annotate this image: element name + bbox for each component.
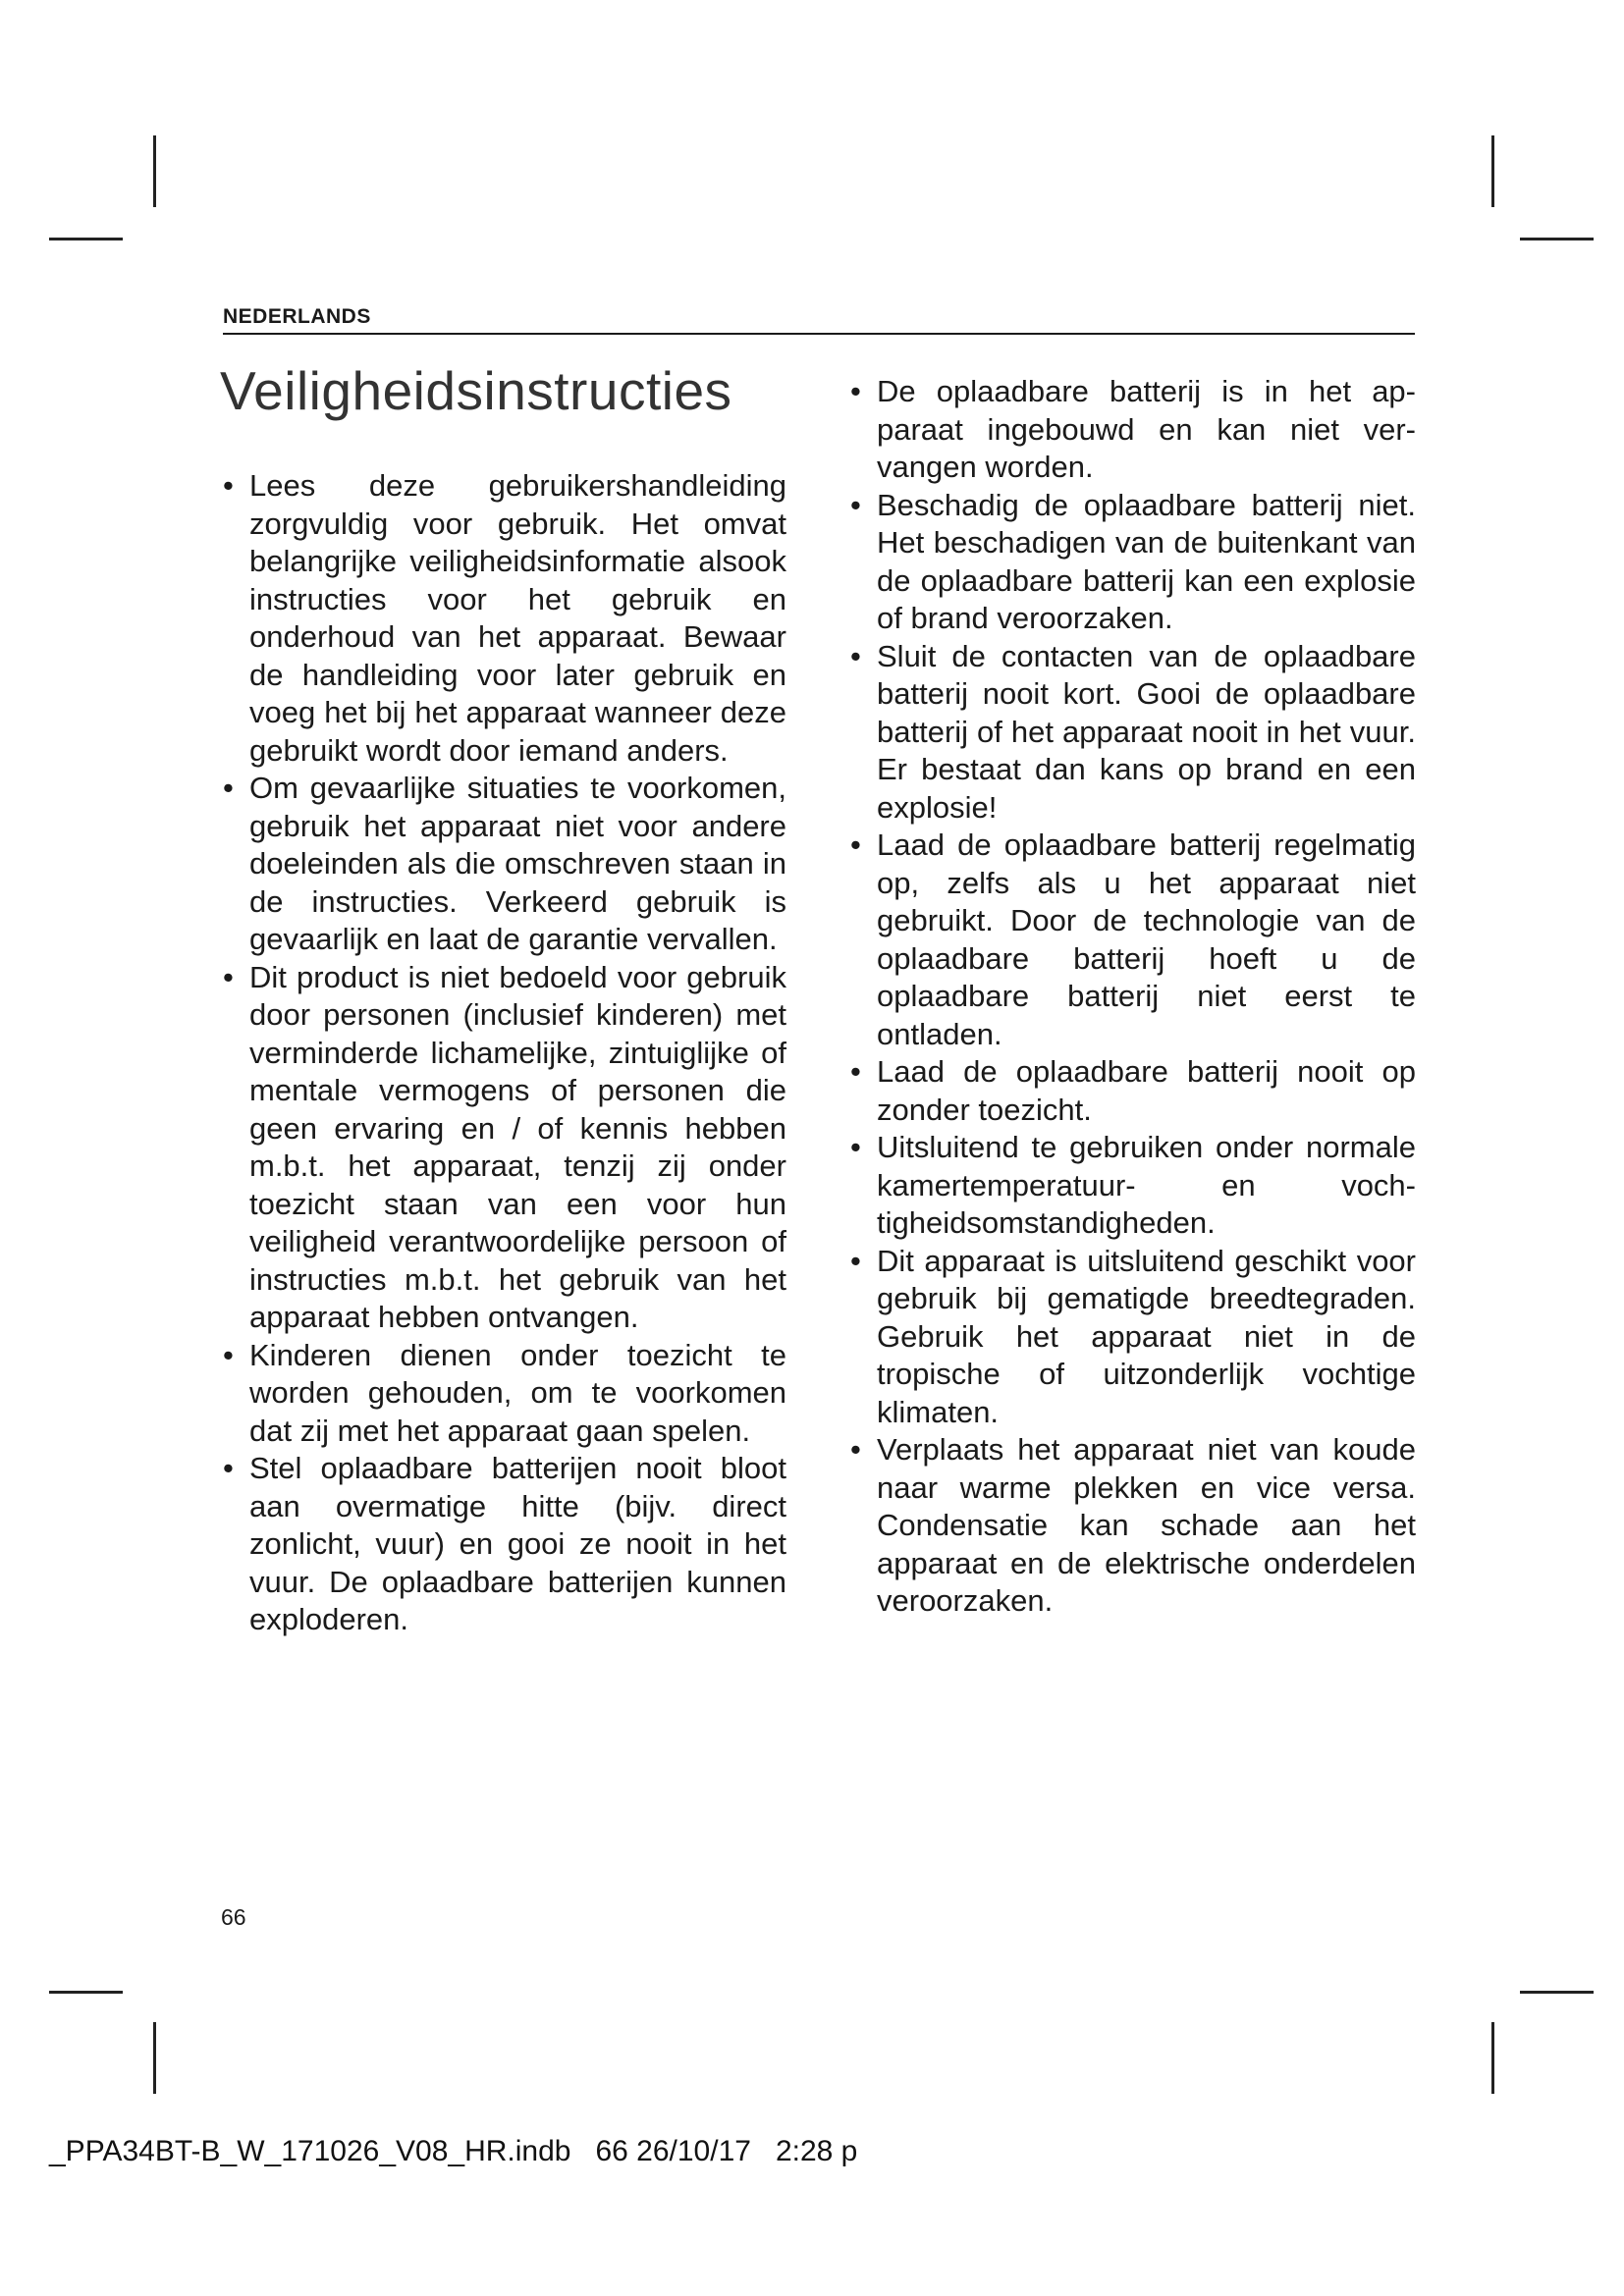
list-item <box>223 1337 786 1451</box>
list-item-text: Om gevaarlijke situaties te voorkomen, gebruik het apparaat niet voor andere doeleinden als die omschreven staan in de instructies. Verkeerd gebruik is gevaarlijk en laat de garantie vervallen. <box>249 771 786 956</box>
list-item-text: Sluit de contacten van de oplaadbare batterij nooit kort. Gooi de oplaadbare batterij of het apparaat nooit in het vuur. Er bestaat dan kans op brand en een explosie! <box>877 638 1416 825</box>
bullet-icon: • <box>850 1243 861 1278</box>
language-label: NEDERLANDS <box>223 305 371 328</box>
left-column-list <box>223 467 786 1639</box>
list-item <box>850 1053 1416 1129</box>
crop-mark-top-right-horizontal <box>1520 238 1594 240</box>
list-item-text: Beschadig de oplaadbare batterij niet. Het beschadigen van de buitenkant van de oplaadbare batterij kan een explosie of brand veroorzaken. <box>877 487 1416 635</box>
bullet-icon: • <box>223 959 234 994</box>
crop-mark-top-right-vertical <box>1491 135 1494 207</box>
bullet-icon: • <box>850 1432 861 1467</box>
crop-mark-bottom-left-vertical <box>153 2022 156 2094</box>
list-item-text: De oplaadbare batterij is in het apparaat ingebouwd en kan niet vervangen worden. <box>877 374 1416 484</box>
list-item <box>223 959 786 1337</box>
crop-mark-bottom-right-horizontal <box>1520 1991 1594 1994</box>
bullet-icon: • <box>850 1054 861 1089</box>
list-item-text: Laad de oplaadbare batterij nooit op zonder toezicht. <box>877 1054 1416 1127</box>
page-title: Veiligheidsinstructies <box>220 360 732 421</box>
list-item-text: Kinderen dienen onder toezicht te worden gehouden, om te voorkomen dat zij met het apparaat gaan spelen. <box>249 1337 786 1448</box>
crop-mark-bottom-right-vertical <box>1491 2022 1494 2094</box>
list-item-text: Stel oplaadbare batterijen nooit bloot aan overmatige hitte (bijv. direct zonlicht, vuur) en gooi ze nooit in het vuur. De oplaadbare batterijen kunnen exploderen. <box>249 1451 786 1636</box>
list-item <box>223 1450 786 1639</box>
print-footer: _PPA34BT-B_W_171026_V08_HR.indb 66 26/10/17 2:28 p <box>49 2135 858 2167</box>
bullet-icon: • <box>223 1337 234 1372</box>
list-item <box>850 487 1416 638</box>
bullet-icon: • <box>223 468 234 503</box>
bullet-icon: • <box>850 828 861 862</box>
list-item <box>223 467 786 770</box>
list-item-text: Dit product is niet bedoeld voor gebruik door personen (inclusief kinderen) met verminderde lichamelijke, zintuiglijke of mentale vermogens of personen die geen ervaring en / of kennis hebben m.b.t. het apparaat, tenzij zij onder toezicht staan van een voor hun veiligheid verantwoordelijke persoon of instructies m.b.t. het gebruik van het apparaat hebben ontvangen. <box>249 959 786 1334</box>
list-item-text: Uitsluitend te gebruiken onder normale kamertemperatuur- en vochtigheidsomstandigheden. <box>877 1130 1416 1240</box>
bullet-icon: • <box>850 487 861 522</box>
header-rule <box>223 333 1415 335</box>
list-item-text: Laad de oplaadbare batterij regelmatig op, zelfs als u het apparaat niet gebruikt. Door de technologie van de oplaadbare batterij hoeft u de oplaadbare batterij niet eerst te ontladen. <box>877 828 1416 1051</box>
list-item-text: Verplaats het apparaat niet van koude naar warme plekken en vice versa. Condensatie kan schade aan het apparaat en de elektrische onderdelen veroorzaken. <box>877 1432 1416 1618</box>
list-item <box>850 1129 1416 1243</box>
list-item-text: Dit apparaat is uitsluitend geschikt voor gebruik bij gematigde breedtegraden. Gebruik het apparaat niet in de tropische of uitzonderlijk vochtige klimaten. <box>877 1243 1416 1429</box>
list-item <box>850 827 1416 1053</box>
list-item <box>850 1431 1416 1621</box>
bullet-icon: • <box>850 638 861 673</box>
list-item-text: Lees deze gebruikershandleiding zorgvuldig voor gebruik. Het omvat belangrijke veiligheidsinformatie alsook instructies voor het gebruik en onderhoud van het apparaat. Bewaar de handleiding voor later gebruik en voeg het bij het apparaat wanneer deze gebruikt wordt door iemand anders. <box>249 468 786 768</box>
bullet-icon: • <box>223 771 234 805</box>
list-item <box>850 373 1416 487</box>
bullet-icon: • <box>850 374 861 408</box>
crop-mark-top-left-horizontal <box>49 238 123 240</box>
crop-mark-top-left-vertical <box>153 135 156 207</box>
list-item <box>850 1243 1416 1432</box>
crop-mark-bottom-left-horizontal <box>49 1991 123 1994</box>
right-column-list <box>850 373 1416 1621</box>
list-item <box>223 770 786 959</box>
bullet-icon: • <box>850 1130 861 1164</box>
page-number: 66 <box>221 1904 246 1930</box>
bullet-icon: • <box>223 1451 234 1485</box>
list-item <box>850 638 1416 828</box>
